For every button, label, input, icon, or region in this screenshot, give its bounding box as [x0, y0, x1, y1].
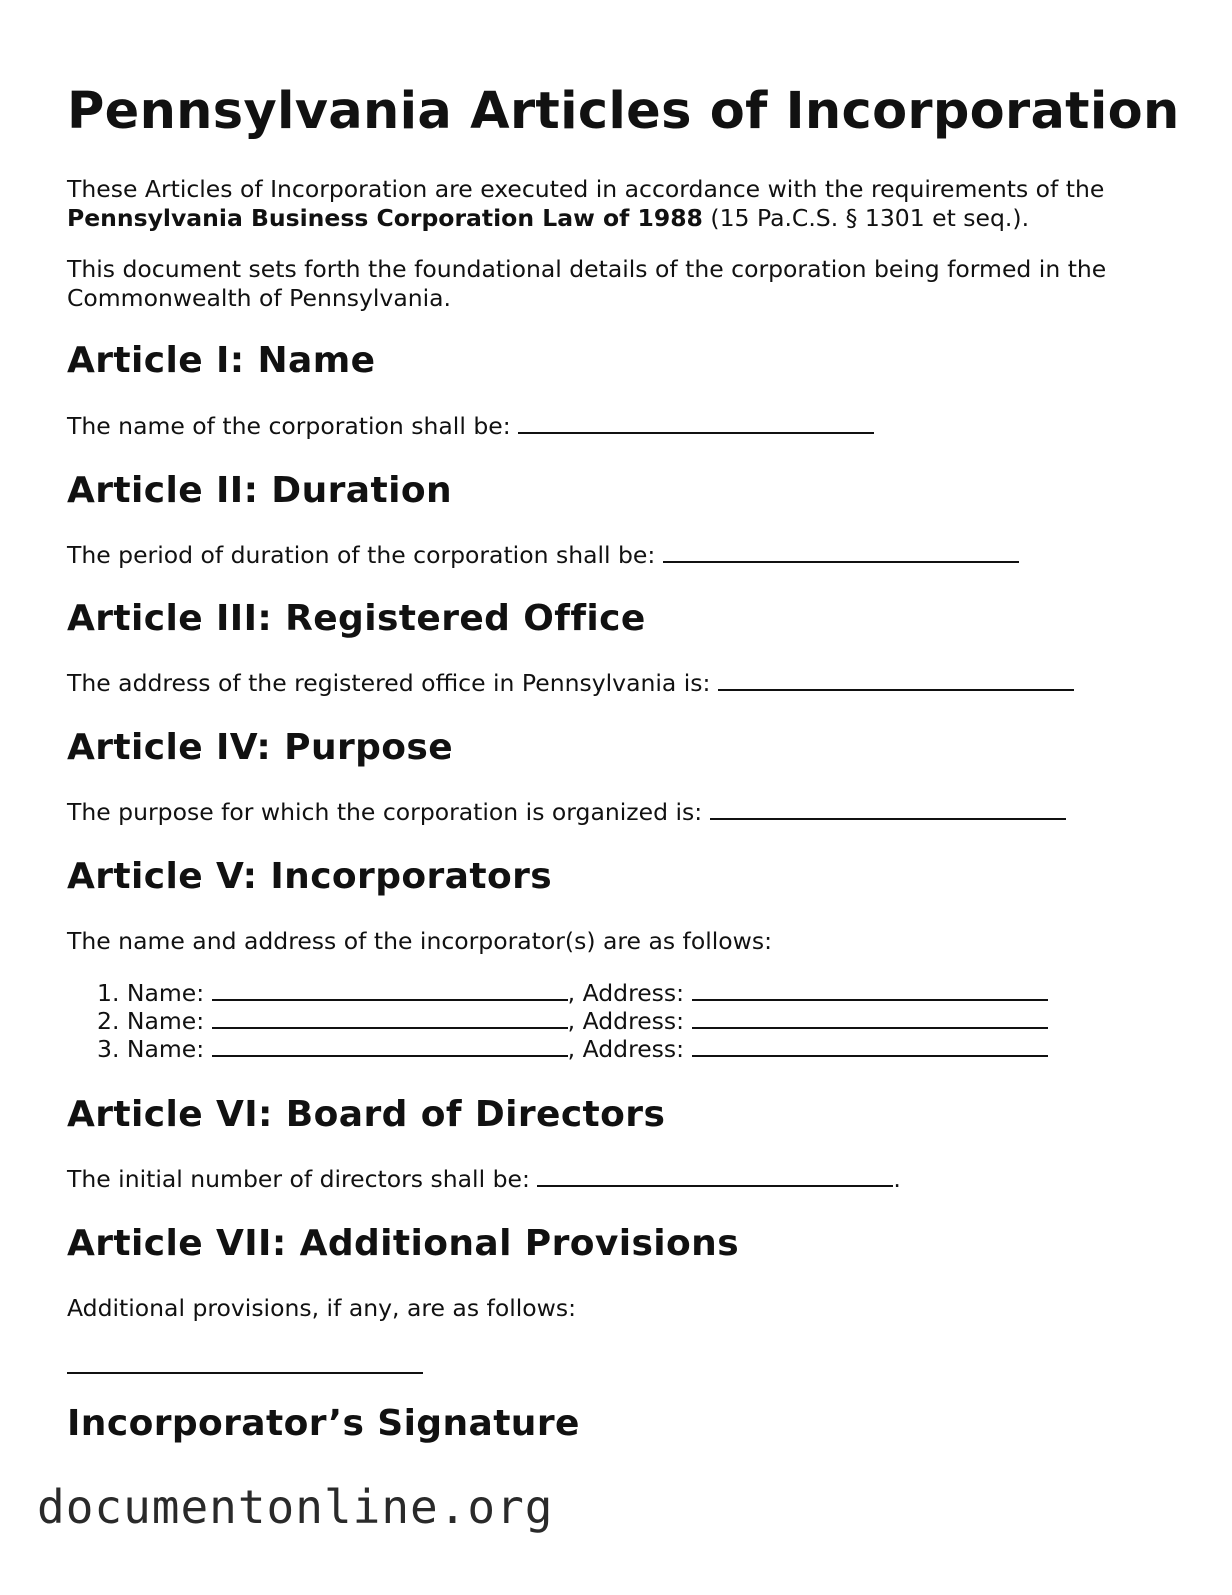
article-6-text: [67, 1165, 901, 1194]
article-5-text: The name and address of the incorporator(s) are as follows:: [67, 927, 773, 955]
address-label: , Address:: [567, 1007, 685, 1035]
article-3-text: [67, 669, 1074, 698]
incorporator-list: [67, 979, 1048, 1063]
article-4-label: The purpose for which the corporation is organized is:: [67, 798, 703, 826]
incorporator-item: [67, 1035, 1048, 1063]
incorporator-2-address-field[interactable]: [692, 1007, 1048, 1029]
document-title: Pennsylvania Articles of Incorporation: [67, 82, 1180, 141]
article-6-heading: Article VI: Board of Directors: [67, 1094, 666, 1135]
item-number: 1.: [97, 979, 120, 1007]
incorporator-1-address-field[interactable]: [692, 979, 1048, 1001]
article-1-heading: Article I: Name: [67, 340, 376, 381]
additional-provisions-field[interactable]: [67, 1352, 423, 1374]
article-1-text: [67, 412, 874, 441]
name-label: Name:: [126, 1035, 205, 1063]
law-name: Pennsylvania Business Corporation Law of 1988: [67, 204, 703, 232]
intro-text: These Articles of Incorporation are executed in accordance with the requirements of the: [67, 175, 1105, 203]
article-4-text: [67, 798, 1066, 827]
signature-heading: Incorporator’s Signature: [67, 1403, 580, 1444]
item-number: 2.: [97, 1007, 120, 1035]
item-number: 3.: [97, 1035, 120, 1063]
incorporator-2-name-field[interactable]: [212, 1007, 568, 1029]
watermark-text: documentonline.org: [37, 1480, 554, 1534]
article-1-label: The name of the corporation shall be:: [67, 412, 511, 440]
article-6-label: The initial number of directors shall be:: [67, 1165, 530, 1193]
article-3-label: The address of the registered office in Pennsylvania is:: [67, 669, 711, 697]
directors-count-field[interactable]: [537, 1165, 893, 1187]
intro-paragraph-2: This document sets forth the foundational details of the corporation being formed in the Commonwealth of Pennsylvania.: [67, 255, 1107, 312]
article-2-heading: Article II: Duration: [67, 470, 452, 511]
address-label: , Address:: [567, 979, 685, 1007]
incorporator-item: [67, 979, 1048, 1007]
article-7-heading: Article VII: Additional Provisions: [67, 1223, 740, 1264]
article-5-heading: Article V: Incorporators: [67, 856, 553, 897]
intro-paragraph-1: [67, 175, 1177, 233]
article-2-label: The period of duration of the corporation shall be:: [67, 541, 656, 569]
article-2-text: [67, 541, 1019, 570]
article-4-heading: Article IV: Purpose: [67, 727, 454, 768]
incorporator-3-address-field[interactable]: [692, 1035, 1048, 1057]
corporation-name-field[interactable]: [518, 412, 874, 434]
purpose-field[interactable]: [710, 798, 1066, 820]
address-label: , Address:: [567, 1035, 685, 1063]
additional-provisions-row: [67, 1352, 423, 1381]
name-label: Name:: [126, 979, 205, 1007]
law-citation: (15 Pa.C.S. § 1301 et seq.).: [710, 204, 1030, 232]
name-label: Name:: [126, 1007, 205, 1035]
registered-office-field[interactable]: [718, 669, 1074, 691]
incorporator-3-name-field[interactable]: [212, 1035, 568, 1057]
duration-field[interactable]: [663, 541, 1019, 563]
incorporator-item: [67, 1007, 1048, 1035]
article-3-heading: Article III: Registered Office: [67, 598, 646, 639]
incorporator-1-name-field[interactable]: [212, 979, 568, 1001]
period: .: [893, 1165, 901, 1193]
article-7-text: Additional provisions, if any, are as follows:: [67, 1294, 577, 1322]
